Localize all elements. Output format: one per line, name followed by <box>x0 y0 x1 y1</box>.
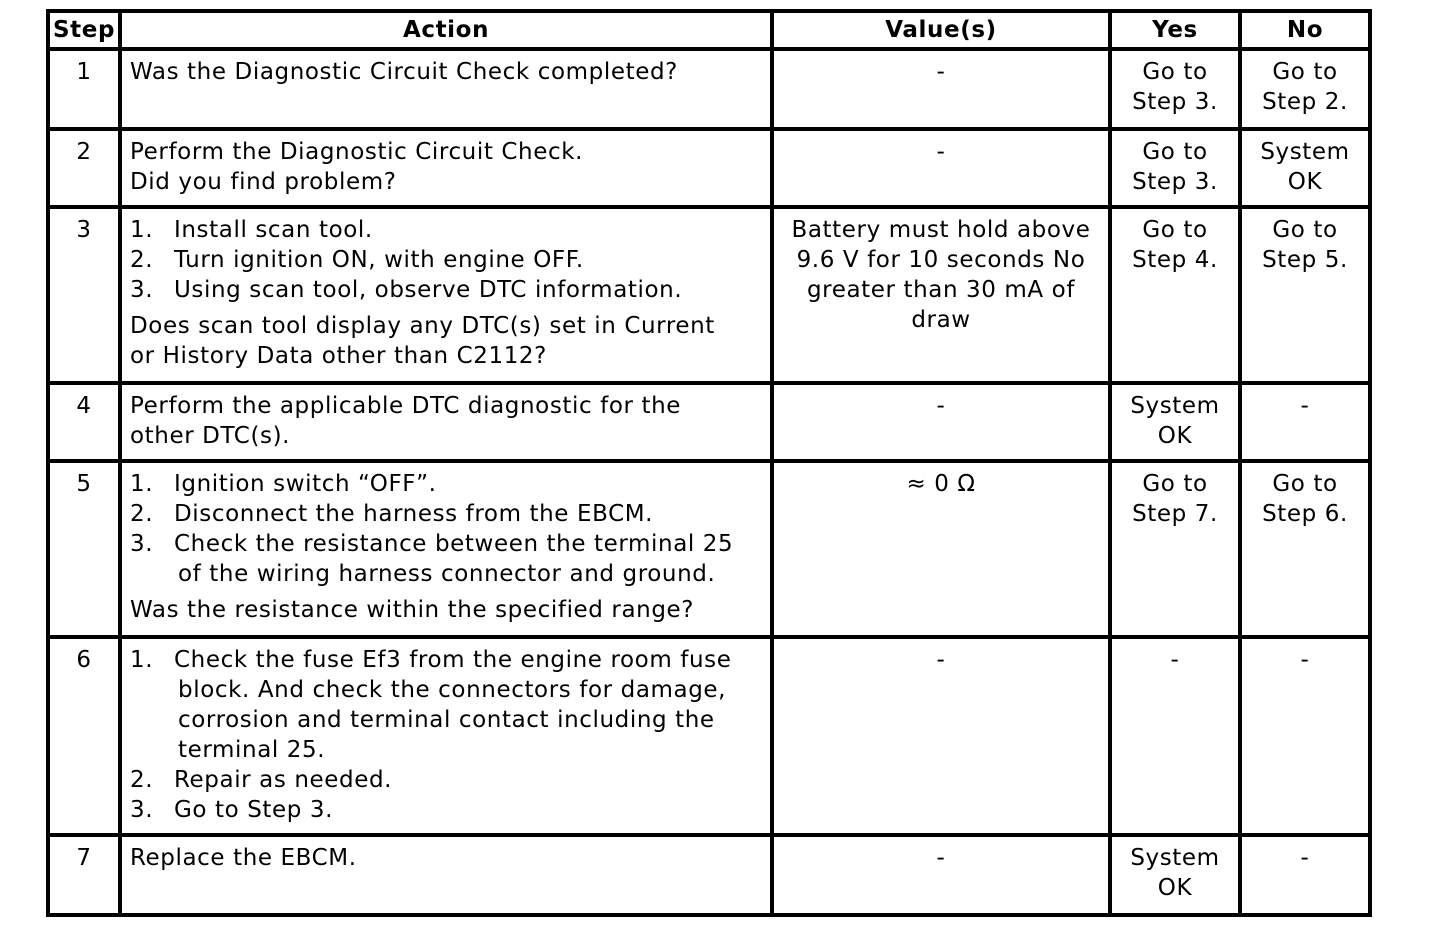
action-text: Does scan tool display any DTC(s) set in Current <box>130 313 715 339</box>
no-text: Step 6. <box>1262 501 1348 527</box>
header-step: Step <box>48 11 120 49</box>
action-text: Was the resistance within the specified range? <box>130 597 695 623</box>
action-text: or History Data other than C2112? <box>130 343 547 369</box>
value-cell: - <box>772 129 1110 207</box>
yes-text: System <box>1130 845 1220 871</box>
header-action: Action <box>120 11 772 49</box>
action-question <box>130 595 764 625</box>
no-cell <box>1240 835 1370 915</box>
step-number: 3 <box>48 207 120 383</box>
no-text: - <box>1300 647 1310 673</box>
list-text: of the wiring harness connector and ground. <box>178 561 716 587</box>
action-text: Perform the applicable DTC diagnostic for the <box>130 393 682 419</box>
action-list <box>130 215 764 305</box>
yes-cell <box>1110 835 1240 915</box>
value-cell <box>772 207 1110 383</box>
value-text: Battery must hold above <box>791 217 1091 243</box>
action-list <box>130 469 764 589</box>
yes-text: Go to <box>1142 471 1208 497</box>
list-text-group <box>174 529 764 589</box>
step-number: 6 <box>48 637 120 835</box>
action-cell <box>120 835 772 915</box>
list-number: 1. <box>130 217 154 243</box>
yes-text: Go to <box>1142 139 1208 165</box>
list-number: 1. <box>130 471 154 497</box>
action-text: Did you find problem? <box>130 169 397 195</box>
step-number: 2 <box>48 129 120 207</box>
yes-text: - <box>1170 647 1180 673</box>
no-text: Go to <box>1272 59 1338 85</box>
value-text: greater than 30 mA of <box>806 277 1076 303</box>
yes-cell <box>1110 461 1240 637</box>
list-number: 2. <box>130 501 154 527</box>
value-text: draw <box>911 307 971 333</box>
list-number: 3. <box>130 797 154 823</box>
table-row <box>48 835 1370 915</box>
table-row <box>48 637 1370 835</box>
no-cell <box>1240 461 1370 637</box>
step-number: 1 <box>48 49 120 129</box>
table-row <box>48 207 1370 383</box>
list-item <box>130 499 764 529</box>
action-text: Was the Diagnostic Circuit Check completed? <box>130 59 678 85</box>
no-cell <box>1240 637 1370 835</box>
list-item <box>130 765 764 795</box>
list-item <box>130 215 764 245</box>
table-row <box>48 129 1370 207</box>
yes-text: Step 7. <box>1132 501 1218 527</box>
action-cell <box>120 207 772 383</box>
yes-text: Step 4. <box>1132 247 1218 273</box>
list-item <box>130 469 764 499</box>
no-cell <box>1240 49 1370 129</box>
no-text: OK <box>1287 169 1323 195</box>
action-cell <box>120 49 772 129</box>
no-text: - <box>1300 393 1310 419</box>
step-number: 4 <box>48 383 120 461</box>
list-text: Turn ignition ON, with engine OFF. <box>174 247 584 273</box>
step-number: 5 <box>48 461 120 637</box>
no-text: Step 2. <box>1262 89 1348 115</box>
diagnostic-table <box>46 9 1372 917</box>
yes-cell <box>1110 637 1240 835</box>
table-row <box>48 383 1370 461</box>
yes-text: Step 3. <box>1132 169 1218 195</box>
list-text: Repair as needed. <box>174 767 393 793</box>
yes-text: System <box>1130 393 1220 419</box>
value-cell: - <box>772 637 1110 835</box>
list-item <box>130 795 764 825</box>
action-cell <box>120 461 772 637</box>
no-text: - <box>1300 845 1310 871</box>
list-number: 1. <box>130 647 154 673</box>
action-list <box>130 645 764 825</box>
no-text: System <box>1260 139 1350 165</box>
list-item <box>130 245 764 275</box>
no-text: Go to <box>1272 471 1338 497</box>
list-number: 3. <box>130 531 154 557</box>
step-number: 7 <box>48 835 120 915</box>
list-text: corrosion and terminal contact including the <box>178 707 715 733</box>
table-row <box>48 461 1370 637</box>
list-item <box>130 275 764 305</box>
yes-text: Go to <box>1142 59 1208 85</box>
value-cell: - <box>772 383 1110 461</box>
list-number: 2. <box>130 767 154 793</box>
list-item <box>130 645 764 765</box>
no-cell <box>1240 207 1370 383</box>
action-cell <box>120 129 772 207</box>
list-number: 3. <box>130 277 154 303</box>
no-cell <box>1240 383 1370 461</box>
table-row <box>48 49 1370 129</box>
no-cell <box>1240 129 1370 207</box>
action-text: Perform the Diagnostic Circuit Check. <box>130 139 584 165</box>
header-values: Value(s) <box>772 11 1110 49</box>
list-text: terminal 25. <box>178 737 326 763</box>
list-text: Check the resistance between the terminal 25 <box>174 531 734 557</box>
yes-cell <box>1110 207 1240 383</box>
list-number: 2. <box>130 247 154 273</box>
yes-text: OK <box>1157 423 1193 449</box>
list-text: Ignition switch “OFF”. <box>174 471 437 497</box>
list-text: Disconnect the harness from the EBCM. <box>174 501 654 527</box>
yes-text: Go to <box>1142 217 1208 243</box>
action-question <box>130 311 764 371</box>
list-text: Check the fuse Ef3 from the engine room fuse <box>174 647 732 673</box>
list-text: Using scan tool, observe DTC information. <box>174 277 683 303</box>
value-cell: ≈ 0 Ω <box>772 461 1110 637</box>
action-text: other DTC(s). <box>130 423 291 449</box>
header-row <box>48 11 1370 49</box>
yes-cell <box>1110 49 1240 129</box>
header-no: No <box>1240 11 1370 49</box>
no-text: Go to <box>1272 217 1338 243</box>
list-item <box>130 529 764 589</box>
header-yes: Yes <box>1110 11 1240 49</box>
list-text-group <box>174 645 764 765</box>
yes-cell <box>1110 129 1240 207</box>
yes-text: OK <box>1157 875 1193 901</box>
value-text: 9.6 V for 10 seconds No <box>796 247 1086 273</box>
action-text: Replace the EBCM. <box>130 845 357 871</box>
list-text: block. And check the connectors for damage, <box>178 677 727 703</box>
list-text: Install scan tool. <box>174 217 373 243</box>
value-cell: - <box>772 835 1110 915</box>
action-cell <box>120 637 772 835</box>
yes-cell <box>1110 383 1240 461</box>
no-text: Step 5. <box>1262 247 1348 273</box>
action-cell <box>120 383 772 461</box>
yes-text: Step 3. <box>1132 89 1218 115</box>
value-cell: - <box>772 49 1110 129</box>
list-text: Go to Step 3. <box>174 797 334 823</box>
